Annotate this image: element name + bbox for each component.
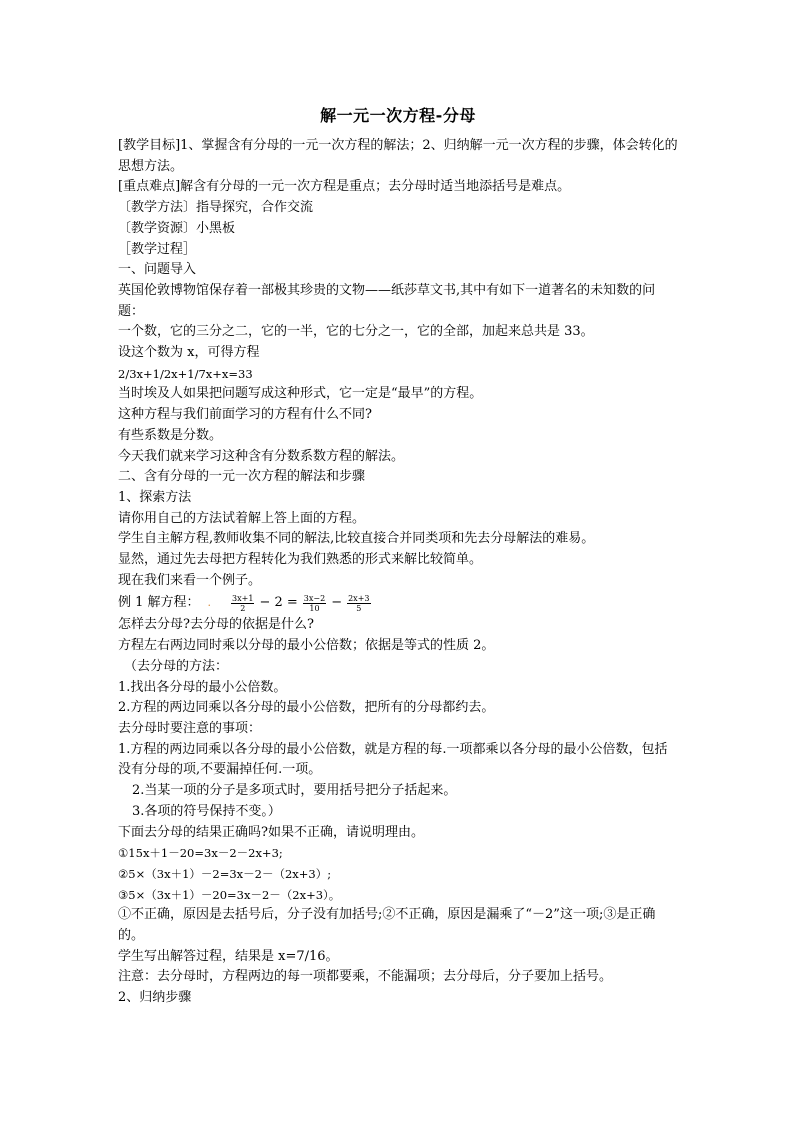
list-item: 2.方程的两边同乘以各分母的最小公倍数，把所有的分母都约去。 [118,700,495,716]
paragraph: 学生自主解方程,教师收集不同的解法,比较直接合并同类项和先去分母解法的难易。 [118,531,595,547]
key-difficulty: [重点难点]解含有分母的一元一次方程是重点；去分母时适当地添括号是难点。 [118,179,571,195]
subsection-heading: 2、归纳步骤 [118,990,192,1006]
example-label: 例 1 解方程： [118,595,200,611]
section-heading-1: 一、问题导入 [118,262,197,278]
operator: − [331,595,343,611]
teaching-resource: 〔教学资源〕小黑板 [118,220,236,236]
example-equation [118,591,678,615]
paragraph: 这种方程与我们前面学习的方程有什么不同? [118,407,372,423]
equation-line: ③5×（3x＋1）－20=3x－2－（2x+3）。 [118,887,341,902]
operator: − 2 = [259,595,298,611]
paragraph: 今天我们就来学习这种含有分数系数方程的解法。 [118,448,405,464]
stray-mark: . [207,596,212,610]
paragraph: （去分母的方法： [124,658,229,674]
fraction-numerator: 2x+3 [348,593,370,603]
paragraph: 有些系数是分数。 [118,427,223,443]
paragraph: 显然，通过先去母把方程转化为我们熟悉的形式来解比较简单。 [118,552,483,568]
teaching-process-heading: ［教学过程］ [118,241,197,257]
paragraph: 下面去分母的结果正确吗?如果不正确，请说明理由。 [118,824,424,840]
page-title: 解一元一次方程-分母 [320,106,476,125]
fraction [231,594,254,613]
paragraph: 当时埃及人如果把问题写成这种形式，它一定是“最早”的方程。 [118,386,483,402]
paragraph: 去分母时要注意的事项： [118,720,262,736]
fraction [303,594,326,613]
paragraph: 一个数，它的三分之二，它的一半，它的七分之一，它的全部，加起来总共是 33。 [118,324,594,340]
paragraph: 注意：去分母时，方程两边的每一项都要乘，不能漏项；去分母后，分子要加上括号。 [118,969,613,985]
teaching-objective: [教学目标]1、掌握含有分母的一元一次方程的解法；2、归纳解一元一次方程的步骤，体会转化的思想方法。 [118,138,678,174]
paragraph: 学生写出解答过程，结果是 x=7/16。 [118,948,339,964]
paragraph: 设这个数为 x，可得方程 [118,345,260,361]
fraction-denominator: 10 [309,603,320,613]
fraction-numerator: 3x+1 [232,593,254,603]
paragraph: 方程左右两边同时乘以分母的最小公倍数；依据是等式的性质 2。 [118,638,495,654]
fraction-denominator: 5 [356,603,362,613]
fraction-denominator: 2 [240,603,246,613]
paragraph: ①不正确，原因是去括号后，分子没有加括号;②不正确，原因是漏乘了“－2”这一项;③是正确的。 [118,907,656,944]
paragraph: 现在我们来看一个例子。 [118,572,262,588]
equation-line: ①15x＋1－20=3x－2－2x+3; [118,846,283,861]
list-item: 1.方程的两边同乘以各分母的最小公倍数，就是方程的每.一项都乘以各分母的最小公倍数，包括没有分母的项,不要漏掉任何.一项。 [118,741,668,778]
list-item: 1.找出各分母的最小公倍数。 [118,679,287,695]
equation-line: 2/3x+1/2x+1/7x+x=33 [118,366,253,381]
subsection-heading: 1、探索方法 [118,489,192,505]
document-page [118,104,678,1009]
paragraph: 请你用自己的方法试着解上答上面的方程。 [118,510,366,526]
fraction [347,594,370,613]
list-item: 2.当某一项的分子是多项式时，要用括号把分子括起来。 [132,783,457,799]
teaching-method: 〔教学方法〕指导探究，合作交流 [118,200,314,216]
fraction-numerator: 3x−2 [303,593,326,603]
equation-line: ②5×（3x＋1）－2=3x－2－（2x+3）; [118,866,332,881]
paragraph: 怎样去分母?去分母的依据是什么? [118,617,314,633]
paragraph: 英国伦敦博物馆保存着一部极其珍贵的文物——纸莎草文书,其中有如下一道著名的未知数的问题： [118,282,656,319]
list-item: 3.各项的符号保持不变。） [132,803,281,819]
section-heading-2: 二、含有分母的一元一次方程的解法和步骤 [118,469,366,485]
